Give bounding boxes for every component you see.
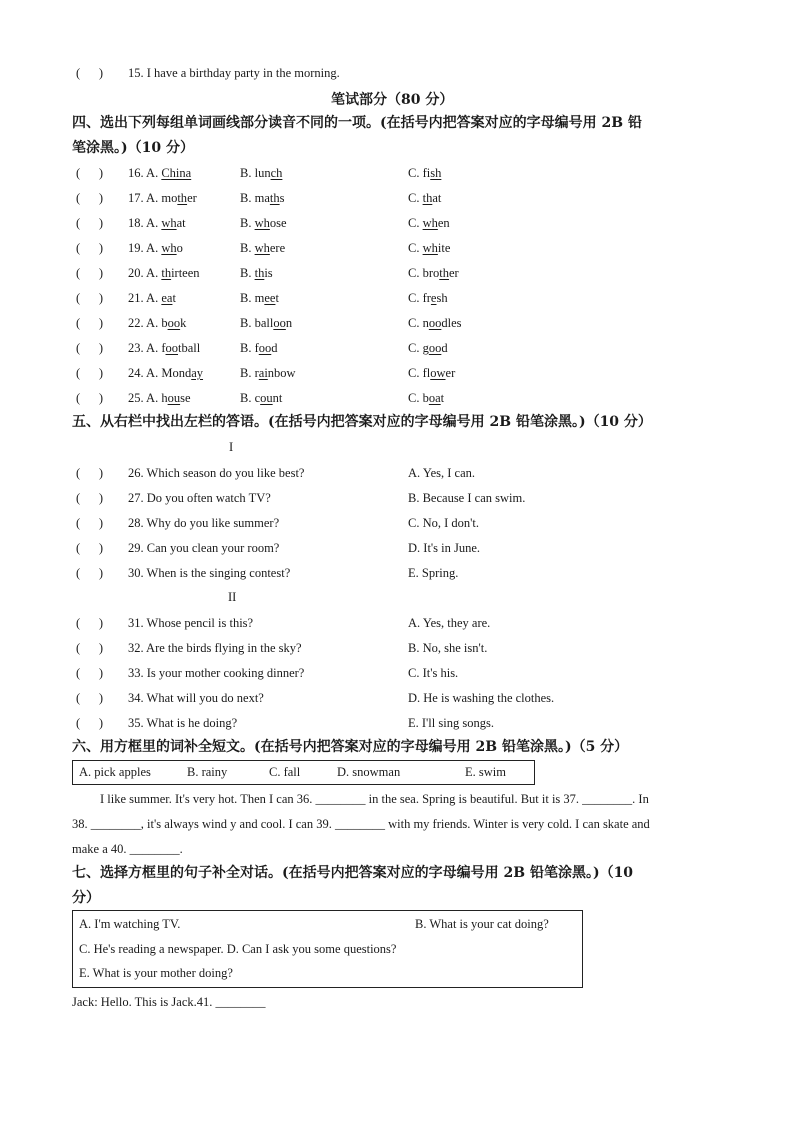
sentence-option-cd: C. He's reading a newspaper. D. Can I ask you some questions? <box>79 942 397 956</box>
dialog-line-41: Jack: Hello. This is Jack.41. ________ <box>72 995 266 1009</box>
answer-paren: ( ) <box>76 491 104 505</box>
underlined-letters: ow <box>430 366 446 380</box>
option-b <box>240 165 282 181</box>
underlined-letters: ee <box>264 291 276 305</box>
underlined-letters: wh <box>161 241 177 255</box>
word-part: f <box>161 341 166 355</box>
answer-option: A. Yes, they are. <box>408 616 491 630</box>
word-part: c <box>254 391 261 405</box>
question-28 <box>72 515 732 531</box>
underlined-letters: China <box>161 166 192 180</box>
question-26 <box>72 465 732 481</box>
answer-paren: ( ) <box>76 191 104 205</box>
answer-paren: ( ) <box>76 466 104 480</box>
option-a <box>128 215 186 231</box>
word-part: ose <box>269 216 287 230</box>
word-part: en <box>437 216 450 230</box>
part-two-label: II <box>228 590 237 604</box>
word-part: C. <box>408 191 423 205</box>
option-a <box>128 265 200 281</box>
word-part: fi <box>422 166 431 180</box>
written-part-title: 笔试部分（80 分） <box>331 92 454 108</box>
question-19 <box>72 240 732 256</box>
part-one-label: I <box>229 440 234 454</box>
word-part: B. <box>240 316 255 330</box>
underlined-letters: oo <box>165 341 179 355</box>
word-part: C. <box>408 366 423 380</box>
answer-paren: ( ) <box>76 566 104 580</box>
word-part: B. <box>240 266 255 280</box>
word-part: ite <box>437 241 451 255</box>
question-number: 17. A. <box>128 191 159 205</box>
answer-option: A. Yes, I can. <box>408 466 476 480</box>
underlined-letters: ou <box>260 391 273 405</box>
question-17 <box>72 190 732 206</box>
word-part: B. <box>240 241 255 255</box>
question-30 <box>72 565 732 581</box>
word-part: b <box>161 316 168 330</box>
word-part: irteen <box>171 266 200 280</box>
word-part: ball <box>254 316 274 330</box>
word-option-a: A. pick apples <box>79 765 151 779</box>
word-part: er <box>187 191 197 205</box>
underlined-letters: oo <box>428 341 442 355</box>
question-23 <box>72 340 732 356</box>
question-number: 20. A. <box>128 266 159 280</box>
passage-line-3: make a 40. ________. <box>72 842 183 856</box>
word-part: ere <box>269 241 286 255</box>
question-34 <box>72 690 732 706</box>
option-a <box>128 190 197 206</box>
option-c <box>408 390 444 406</box>
answer-paren: ( ) <box>76 241 104 255</box>
word-part: dles <box>441 316 462 330</box>
word-part: k <box>180 316 187 330</box>
option-c <box>408 265 459 281</box>
question-18 <box>72 215 732 231</box>
underlined-letters: oo <box>428 316 442 330</box>
word-part: B. <box>240 291 255 305</box>
answer-paren: ( ) <box>76 616 104 630</box>
question-text: 33. Is your mother cooking dinner? <box>128 666 305 680</box>
question-number: 21. A. <box>128 291 159 305</box>
question-number: 23. A. <box>128 341 159 355</box>
question-20 <box>72 265 732 281</box>
answer-paren: ( ) <box>76 291 104 305</box>
question-number: 25. A. <box>128 391 159 405</box>
section-6-title: 六、用方框里的词补全短文。(在括号内把答案对应的字母编号用 2B 铅笔涂黑。)（5 分） <box>72 739 629 755</box>
question-text: 26. Which season do you like best? <box>128 466 305 480</box>
underlined-letters: ay <box>191 366 204 380</box>
underlined-letters: ch <box>270 166 283 180</box>
answer-paren: ( ) <box>76 266 104 280</box>
underlined-letters: ou <box>167 391 181 405</box>
answer-paren: ( ) <box>76 666 104 680</box>
word-part: g <box>422 341 429 355</box>
word-part: t <box>275 291 279 305</box>
question-text: 35. What is he doing? <box>128 716 238 730</box>
word-part: nt <box>272 391 283 405</box>
word-part: r <box>254 366 259 380</box>
word-part: ma <box>254 191 270 205</box>
answer-paren: ( ) <box>76 316 104 330</box>
underlined-letters: wh <box>422 216 438 230</box>
word-part: nbow <box>267 366 296 380</box>
option-c <box>408 315 461 331</box>
word-part: B. <box>240 166 255 180</box>
question-31 <box>72 615 732 631</box>
underlined-letters: oa <box>428 391 441 405</box>
option-a <box>128 390 191 406</box>
underlined-letters: oo <box>273 316 286 330</box>
option-a <box>128 290 176 306</box>
question-text: 27. Do you often watch TV? <box>128 491 271 505</box>
question-text: 32. Are the birds flying in the sky? <box>128 641 302 655</box>
option-b <box>240 365 296 381</box>
answer-option: C. No, I don't. <box>408 516 480 530</box>
word-part: at <box>432 191 442 205</box>
word-part: lun <box>254 166 271 180</box>
question-33 <box>72 665 732 681</box>
word-part: mo <box>161 191 178 205</box>
underlined-letters: th <box>422 191 433 205</box>
word-part: f <box>254 341 259 355</box>
word-part: B. <box>240 216 255 230</box>
word-part: B. <box>240 391 255 405</box>
answer-option: D. He is washing the clothes. <box>408 691 555 705</box>
underlined-letters: oo <box>167 316 181 330</box>
option-c <box>408 240 450 256</box>
word-option-b: B. rainy <box>187 765 228 779</box>
word-box <box>72 760 535 785</box>
answer-option: E. I'll sing songs. <box>408 716 494 730</box>
word-part: C. <box>408 266 423 280</box>
section-5-title: 五、从右栏中找出左栏的答语。(在括号内把答案对应的字母编号用 2B 铅笔涂黑。)（10 分） <box>72 414 652 430</box>
option-a <box>128 315 186 331</box>
answer-paren: ( ) <box>76 541 104 555</box>
question-27 <box>72 490 732 506</box>
answer-paren: ( ) <box>76 166 104 180</box>
word-option-c: C. fall <box>269 765 301 779</box>
word-part: t <box>440 391 445 405</box>
option-a <box>128 365 203 381</box>
sentence-option-e: E. What is your mother doing? <box>79 966 233 980</box>
underlined-letters: th <box>177 191 188 205</box>
question-29 <box>72 540 732 556</box>
question-25 <box>72 390 732 406</box>
underlined-letters: th <box>439 266 449 280</box>
word-part: b <box>422 391 429 405</box>
word-part: B. <box>240 341 255 355</box>
answer-paren: ( ) <box>76 716 104 730</box>
question-24 <box>72 365 732 381</box>
word-part: C. <box>408 241 423 255</box>
section-7-title-line2: 分） <box>72 890 100 906</box>
option-b <box>240 190 284 206</box>
word-part: d <box>271 341 278 355</box>
word-part: m <box>254 291 265 305</box>
section-4-title-line2: 笔涂黑。)（10 分） <box>72 140 194 156</box>
question-text: 31. Whose pencil is this? <box>128 616 254 630</box>
question-32 <box>72 640 732 656</box>
question-text: 30. When is the singing contest? <box>128 566 291 580</box>
question-21 <box>72 290 732 306</box>
underlined-letters: e <box>430 291 437 305</box>
word-part: er <box>445 366 456 380</box>
option-b <box>240 340 278 356</box>
option-b <box>240 240 285 256</box>
word-part: fl <box>422 366 431 380</box>
word-part: n <box>422 316 429 330</box>
answer-paren: ( ) <box>76 66 104 80</box>
word-part: C. <box>408 166 423 180</box>
word-part: tball <box>178 341 201 355</box>
section-4-title-line1: 四、选出下列每组单词画线部分读音不同的一项。(在括号内把答案对应的字母编号用 2B 铅 <box>72 115 642 131</box>
question-text: 34. What will you do next? <box>128 691 264 705</box>
word-part: Mond <box>161 366 192 380</box>
sentence-box <box>72 910 583 988</box>
question-16 <box>72 165 732 181</box>
question-number: 24. A. <box>128 366 159 380</box>
word-part: C. <box>408 216 423 230</box>
word-part: B. <box>240 191 255 205</box>
underlined-letters: ai <box>258 366 268 380</box>
underlined-letters: ea <box>161 291 173 305</box>
underlined-letters: th <box>254 266 265 280</box>
option-b <box>240 265 273 281</box>
word-part: C. <box>408 316 423 330</box>
passage-line-1: I like summer. It's very hot. Then I can 36. ________ in the sea. Spring is beautiful. But it is 37. ________. In <box>100 792 649 806</box>
word-part: sh <box>436 291 448 305</box>
underlined-letters: wh <box>254 241 270 255</box>
underlined-letters: sh <box>430 166 442 180</box>
word-part: fr <box>422 291 431 305</box>
question-15 <box>72 65 732 81</box>
answer-paren: ( ) <box>76 691 104 705</box>
option-c <box>408 340 448 356</box>
section-7-title-line1: 七、选择方框里的句子补全对话。(在括号内把答案对应的字母编号用 2B 铅笔涂黑。)（10 <box>72 865 634 881</box>
word-part: C. <box>408 341 423 355</box>
underlined-letters: wh <box>254 216 270 230</box>
option-c <box>408 165 441 181</box>
answer-paren: ( ) <box>76 341 104 355</box>
underlined-letters: wh <box>422 241 438 255</box>
option-a <box>128 240 183 256</box>
underlined-letters: wh <box>161 216 177 230</box>
word-part: h <box>161 391 168 405</box>
word-option-e: E. swim <box>465 765 506 779</box>
question-number: 16. A. <box>128 166 159 180</box>
question-text: 15. I have a birthday party in the morning. <box>128 66 340 80</box>
word-part: B. <box>240 366 255 380</box>
answer-paren: ( ) <box>76 641 104 655</box>
word-part: se <box>180 391 191 405</box>
answer-paren: ( ) <box>76 391 104 405</box>
word-part: is <box>264 266 273 280</box>
option-b <box>240 215 287 231</box>
word-part: n <box>285 316 293 330</box>
question-number: 18. A. <box>128 216 159 230</box>
word-part: o <box>176 241 183 255</box>
question-22 <box>72 315 732 331</box>
word-part: C. <box>408 391 423 405</box>
answer-paren: ( ) <box>76 216 104 230</box>
option-c <box>408 290 448 306</box>
sentence-option-a: A. I'm watching TV. <box>79 917 181 931</box>
question-text: 29. Can you clean your room? <box>128 541 280 555</box>
option-b <box>240 290 279 306</box>
question-text: 28. Why do you like summer? <box>128 516 280 530</box>
word-part: at <box>176 216 186 230</box>
answer-option: C. It's his. <box>408 666 459 680</box>
answer-option: D. It's in June. <box>408 541 481 555</box>
answer-option: B. No, she isn't. <box>408 641 488 655</box>
word-part: s <box>279 191 285 205</box>
question-number: 19. A. <box>128 241 159 255</box>
sentence-option-b: B. What is your cat doing? <box>415 917 549 931</box>
answer-option: E. Spring. <box>408 566 459 580</box>
underlined-letters: th <box>269 191 280 205</box>
answer-paren: ( ) <box>76 366 104 380</box>
passage-line-2: 38. ________, it's always wind y and cool. I can 39. ________ with my friends. Winter is very cold. I can skate and <box>72 817 650 831</box>
word-option-d: D. snowman <box>337 765 401 779</box>
answer-option: B. Because I can swim. <box>408 491 526 505</box>
option-c <box>408 215 450 231</box>
word-part: bro <box>422 266 440 280</box>
question-35 <box>72 715 732 731</box>
question-number: 22. A. <box>128 316 159 330</box>
underlined-letters: th <box>161 266 172 280</box>
word-part: er <box>449 266 459 280</box>
word-part: C. <box>408 291 423 305</box>
option-a <box>128 165 191 181</box>
option-b <box>240 315 292 331</box>
word-part: d <box>441 341 448 355</box>
underlined-letters: oo <box>258 341 272 355</box>
option-c <box>408 365 455 381</box>
word-part: t <box>172 291 176 305</box>
answer-paren: ( ) <box>76 516 104 530</box>
option-b <box>240 390 282 406</box>
option-a <box>128 340 200 356</box>
option-c <box>408 190 441 206</box>
